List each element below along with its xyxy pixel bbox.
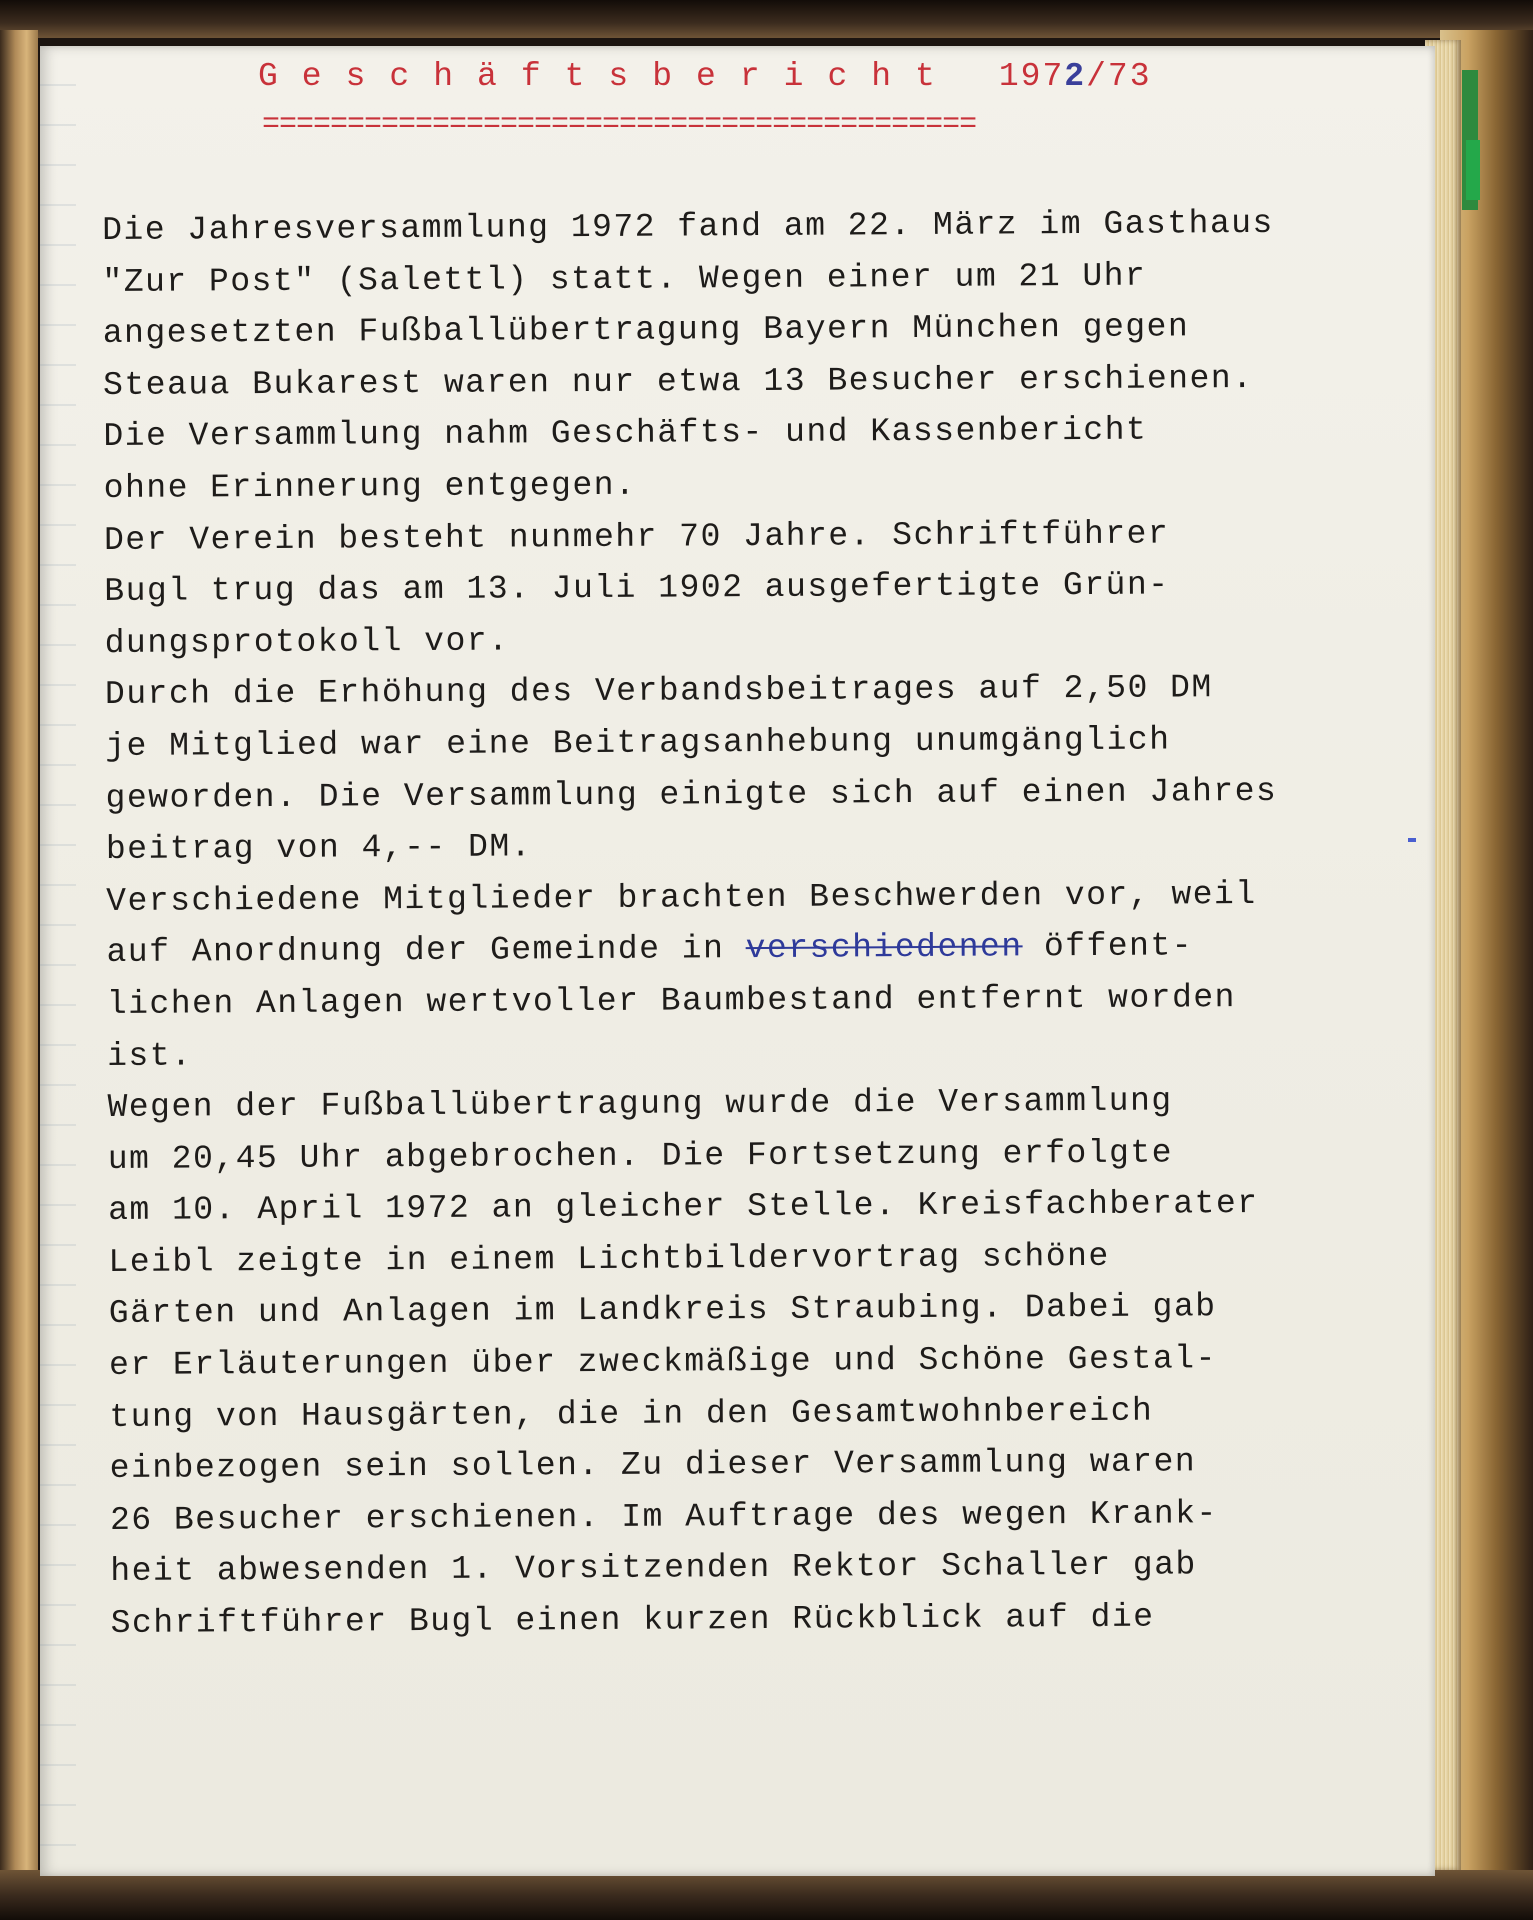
text-line: Verschiedene Mitglieder brachten Beschwerden vor, weil	[106, 875, 1257, 920]
text-line: am 10. April 1972 an gleicher Stelle. Kreisfachberater	[108, 1185, 1259, 1230]
text-line: ist.	[107, 1036, 193, 1075]
text-line: lichen Anlagen wertvoller Baumbestand entfernt worden	[106, 978, 1237, 1023]
text-line: tung von Hausgärten, die in den Gesamtwohnbereich	[109, 1392, 1154, 1436]
text-line: ohne Erinnerung entgegen.	[103, 466, 637, 507]
text-line-with-correction: auf Anordnung der Gemeinde in verschiedenen öffent-	[106, 927, 1194, 972]
text-line: Die Versammlung nahm Geschäfts- und Kassenbericht	[103, 411, 1148, 456]
text-line: einbezogen sein sollen. Zu dieser Versammlung waren	[109, 1443, 1197, 1488]
text-line: je Mitglied war eine Beitragsanhebung unumgänglich	[105, 721, 1171, 765]
book-cover-left	[0, 30, 38, 1890]
report-title: Geschäftsbericht	[258, 58, 959, 95]
text-line: dungsprotokoll vor.	[104, 622, 510, 662]
text-line: Leibl zeigte in einem Lichtbildervortrag schöne	[108, 1237, 1110, 1281]
heading-underline: ==========================================	[262, 108, 977, 142]
report-body	[102, 197, 1421, 1650]
report-year: 1972/73	[998, 58, 1152, 95]
book-cover-top	[0, 0, 1533, 38]
blue-correction-mark	[1408, 838, 1416, 842]
text-line: heit abwesenden 1. Vorsitzenden Rektor Schaller gab	[110, 1546, 1197, 1591]
report-heading	[258, 58, 1152, 95]
struck-through-word: verschiedenen	[745, 928, 1023, 968]
text-line: angesetzten Fußballübertragung Bayern München gegen	[102, 308, 1190, 353]
ruled-margin	[40, 46, 76, 1876]
text-line: beitrag von 4,-- DM.	[105, 828, 533, 869]
text-line: um 20,45 Uhr abgebrochen. Die Fortsetzung erfolgte	[107, 1134, 1174, 1178]
text-line: Die Jahresversammlung 1972 fand am 22. März im Gasthaus	[102, 204, 1274, 249]
text-line: er Erläuterungen über zweckmäßige und Schöne Gestal-	[108, 1340, 1217, 1385]
bookmark-tab-highlight	[1466, 140, 1480, 200]
text-line: "Zur Post" (Salettl) statt. Wegen einer um 21 Uhr	[102, 257, 1147, 301]
text-line: Schriftführer Bugl einen kurzen Rückblick auf die	[110, 1598, 1155, 1643]
text-line: Durch die Erhöhung des Verbandsbeitrages auf 2,50 DM	[104, 669, 1213, 714]
book-cover-bottom	[0, 1870, 1533, 1920]
text-line: Steaua Bukarest waren nur etwa 13 Besucher erschienen.	[102, 359, 1254, 404]
text-line: 26 Besucher erschienen. Im Auftrage des wegen Krank-	[109, 1495, 1218, 1539]
text-line: Bugl trug das am 13. Juli 1902 ausgefertigte Grün-	[104, 566, 1170, 611]
text-line: Der Verein besteht nunmehr 70 Jahre. Schriftführer	[103, 515, 1170, 559]
text-line: geworden. Die Versammlung einigte sich auf einen Jahres	[105, 772, 1278, 817]
year-correction: 2	[1064, 58, 1087, 95]
text-line: Gärten und Anlagen im Landkreis Straubing. Dabei gab	[108, 1288, 1217, 1333]
text-line: Wegen der Fußballübertragung wurde die Versammlung	[107, 1082, 1173, 1127]
